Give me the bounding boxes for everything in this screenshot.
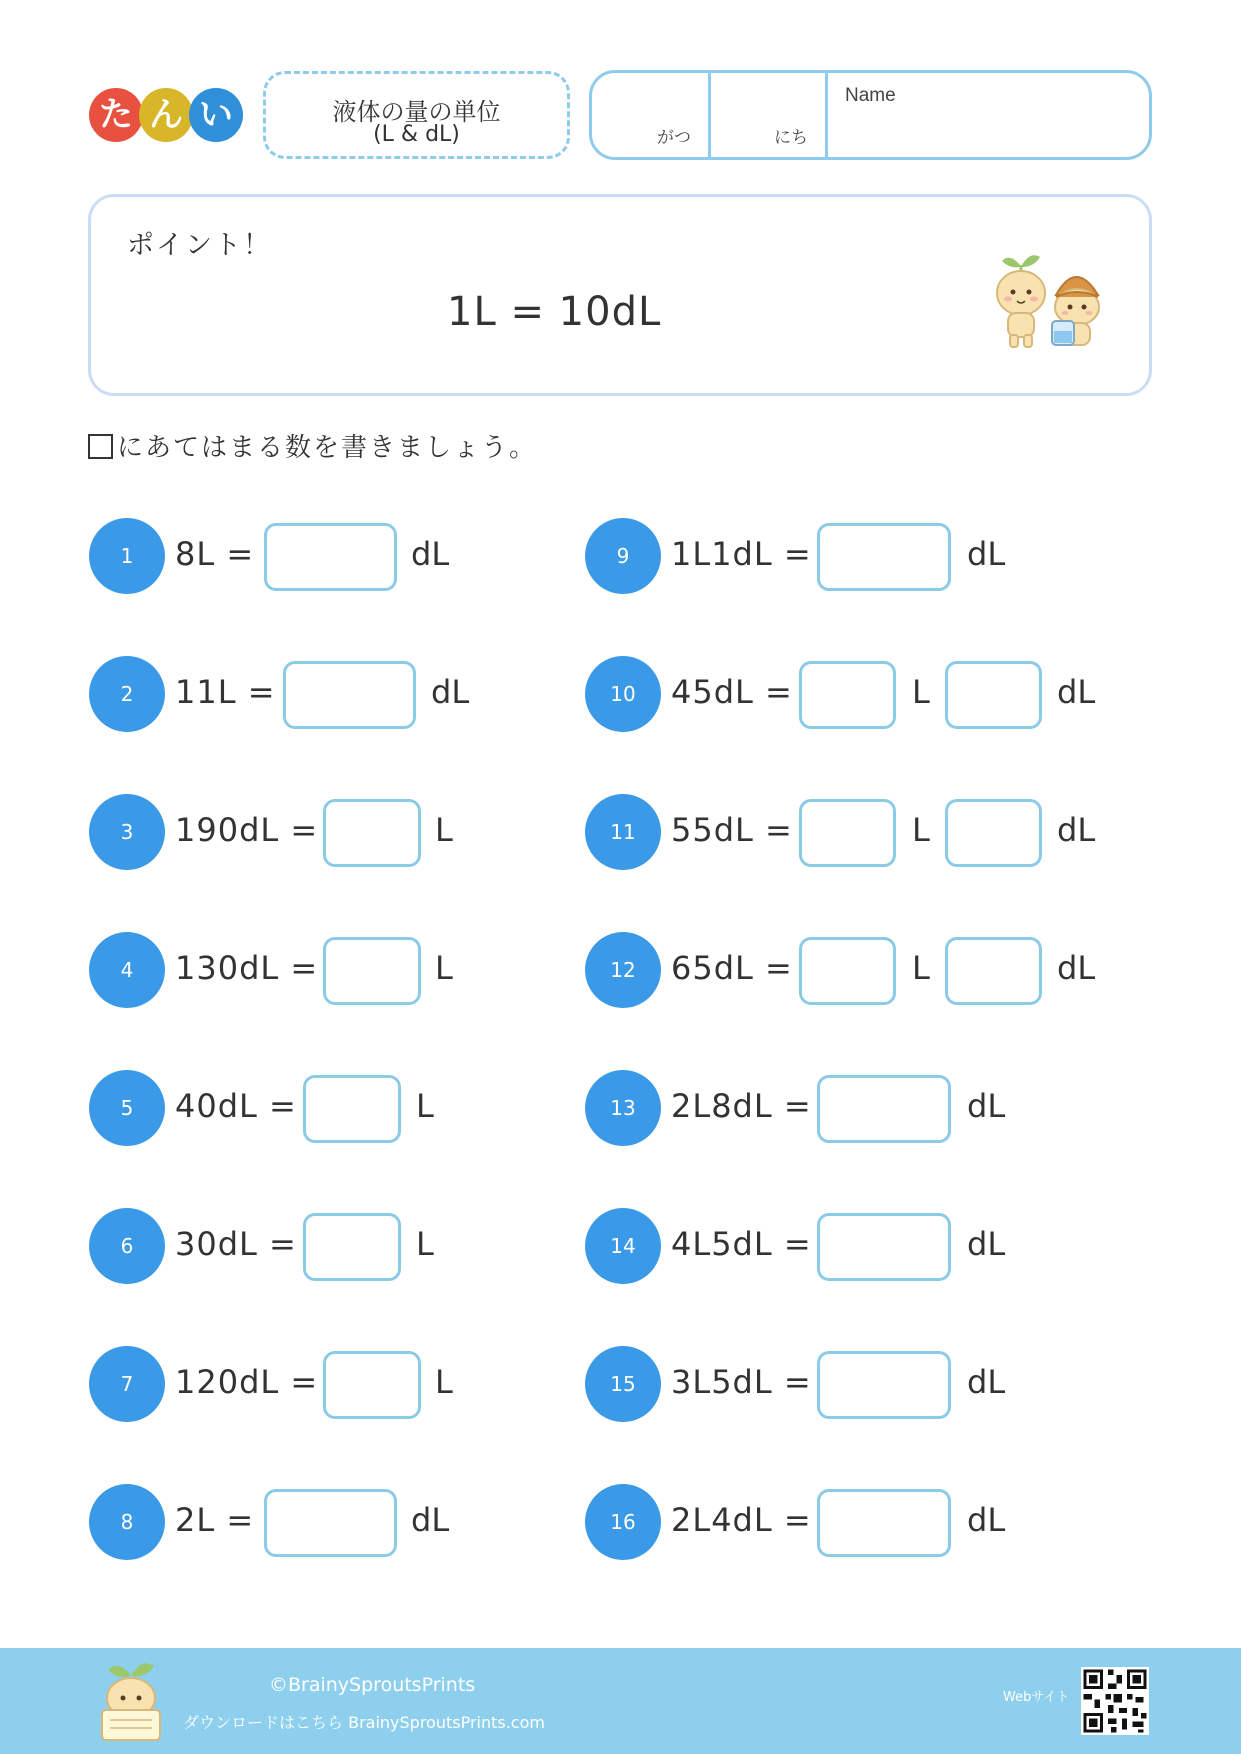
problem-expression: 65dL = <box>671 949 793 987</box>
logo-char-n: ん <box>139 88 193 142</box>
answer-box[interactable] <box>283 661 416 729</box>
problem-number: 15 <box>585 1346 661 1422</box>
answer-box[interactable] <box>817 523 951 591</box>
answer-box[interactable] <box>323 1351 421 1419</box>
problem-number: 13 <box>585 1070 661 1146</box>
unit-label: L <box>912 949 930 987</box>
point-title: ポイント！ <box>127 230 272 261</box>
answer-box-liters[interactable] <box>799 937 896 1005</box>
unit-label-2: dL <box>1057 673 1096 711</box>
problem-number: 11 <box>585 794 661 870</box>
answer-box[interactable] <box>817 1489 951 1557</box>
answer-box[interactable] <box>264 1489 397 1557</box>
divider <box>708 73 711 157</box>
answer-box[interactable] <box>323 799 421 867</box>
footer <box>0 1648 1241 1754</box>
problem-number: 4 <box>89 932 165 1008</box>
unit-label: dL <box>967 1087 1006 1125</box>
problem-number: 7 <box>89 1346 165 1422</box>
unit-label: dL <box>967 1501 1006 1539</box>
problem-number: 14 <box>585 1208 661 1284</box>
website-label: Webサイト <box>1003 1690 1070 1705</box>
problem-number: 1 <box>89 518 165 594</box>
date-name-box <box>589 70 1152 160</box>
answer-box-deciliters[interactable] <box>945 661 1042 729</box>
worksheet-subtitle: (L & dL) <box>373 122 460 147</box>
logo-char-i: い <box>189 88 243 142</box>
problem-expression: 55dL = <box>671 811 793 849</box>
problem-expression: 4L5dL = <box>671 1225 812 1263</box>
problem-number: 10 <box>585 656 661 732</box>
problem-number: 16 <box>585 1484 661 1560</box>
unit-label: dL <box>411 1501 450 1539</box>
point-box <box>88 194 1152 396</box>
answer-box-liters[interactable] <box>799 661 896 729</box>
unit-label: L <box>912 811 930 849</box>
divider <box>825 73 828 157</box>
point-formula: 1L = 10dL <box>447 289 662 335</box>
logo-char-ta: た <box>89 88 143 142</box>
answer-box-deciliters[interactable] <box>945 937 1042 1005</box>
unit-label: dL <box>411 535 450 573</box>
copyright: ©BrainySproutsPrints <box>269 1674 476 1696</box>
answer-box-deciliters[interactable] <box>945 799 1042 867</box>
problem-number: 9 <box>585 518 661 594</box>
worksheet-title-box <box>263 71 570 159</box>
unit-label: L <box>435 1363 453 1401</box>
problem-number: 3 <box>89 794 165 870</box>
unit-label: dL <box>967 1363 1006 1401</box>
unit-label: dL <box>967 535 1006 573</box>
unit-label: L <box>912 673 930 711</box>
problem-expression: 1L1dL = <box>671 535 812 573</box>
name-label: Name <box>845 85 896 106</box>
problem-number: 2 <box>89 656 165 732</box>
answer-box[interactable] <box>323 937 421 1005</box>
problem-expression: 120dL = <box>175 1363 319 1401</box>
unit-label: dL <box>431 673 470 711</box>
answer-box[interactable] <box>817 1075 951 1143</box>
answer-box[interactable] <box>303 1213 401 1281</box>
worksheet-title: 液体の量の単位 <box>332 98 501 126</box>
problem-expression: 11L = <box>175 673 276 711</box>
problem-expression: 2L4dL = <box>671 1501 812 1539</box>
answer-box[interactable] <box>817 1351 951 1419</box>
day-label: にち <box>774 128 808 148</box>
problem-expression: 2L8dL = <box>671 1087 812 1125</box>
problem-expression: 30dL = <box>175 1225 297 1263</box>
instruction-text: にあてはまる数を書きましょう。 <box>117 433 538 463</box>
unit-label-2: dL <box>1057 811 1096 849</box>
problem-expression: 40dL = <box>175 1087 297 1125</box>
problem-expression: 190dL = <box>175 811 319 849</box>
month-label: がつ <box>657 128 691 148</box>
problem-expression: 3L5dL = <box>671 1363 812 1401</box>
answer-box[interactable] <box>264 523 397 591</box>
sprout-mascot-icon <box>96 1660 166 1744</box>
unit-label: dL <box>967 1225 1006 1263</box>
problem-expression: 2L = <box>175 1501 255 1539</box>
problem-number: 8 <box>89 1484 165 1560</box>
instruction <box>88 427 537 464</box>
answer-box-icon <box>88 434 113 459</box>
problem-expression: 130dL = <box>175 949 319 987</box>
problem-expression: 45dL = <box>671 673 793 711</box>
download-link[interactable]: ダウンロードはこちら BrainySproutsPrints.com <box>183 1713 545 1732</box>
unit-label-2: dL <box>1057 949 1096 987</box>
problem-expression: 8L = <box>175 535 255 573</box>
answer-box-liters[interactable] <box>799 799 896 867</box>
mascot-illustration <box>984 247 1114 352</box>
unit-label: L <box>435 811 453 849</box>
unit-label: L <box>416 1225 434 1263</box>
answer-box[interactable] <box>817 1213 951 1281</box>
problem-number: 12 <box>585 932 661 1008</box>
problem-number: 6 <box>89 1208 165 1284</box>
problem-number: 5 <box>89 1070 165 1146</box>
unit-label: L <box>435 949 453 987</box>
unit-label: L <box>416 1087 434 1125</box>
qr-code-icon[interactable] <box>1081 1667 1149 1735</box>
answer-box[interactable] <box>303 1075 401 1143</box>
